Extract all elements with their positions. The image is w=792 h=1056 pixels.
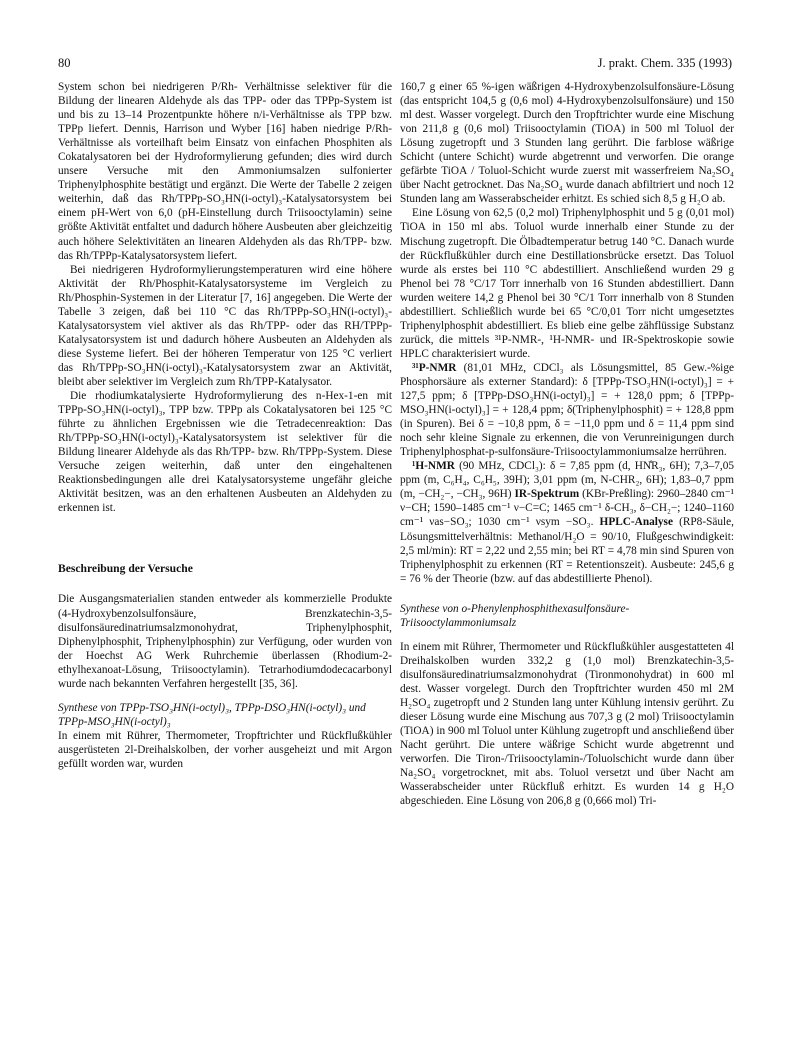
right-column — [400, 80, 734, 808]
h-nmr-paragraph — [400, 459, 734, 585]
p-nmr-text: (81,01 MHz, CDCl₃ als Lösungsmittel, 85 Gew.-%ige Phosphorsäure als externer Standard): δ [TPPp-TSO₃HN(i-octyl)₃] = + 127,5 ppm; δ [TPPp-DSO₃HN(i-octyl)₃] = + 128,0 ppm; δ [TPPp-MSO₃HN(i-octyl)₃] = + 128,4 ppm; δ(Triphenylphosphit) = + 128,8 ppm (in Spuren). Bei δ = −10,8 ppm, δ = −11,0 ppm und δ = 11,4 ppm sind noch sehr kleine Signale zu erkennen, die von Verunreinigungen durch Triphenylphosphat-p-sulfonsäure-Triisooctylammoniumsalze herrühren. — [400, 361, 734, 459]
body-paragraph: In einem mit Rührer, Thermometer und Rückflußkühler ausgestatteten 4l Dreihalskolben wurden 332,2 g (1,0 mol) Brenzkatechin-3,5-disulfonsäuredinatriumsalzmonohydrat (Tironmonohydrat) in 600 ml dest. Wasser vorgelegt. Durch den Tropftrichter wurden 450 ml 2M H₂SO₄ zugetropft und 2 Stunden lang unter Kühlung intensiv gerührt. Zu dieser Lösung wurde eine Mischung aus 707,3 g (2 mol) Triisooctylamin (TiOA) in 900 ml Toluol unter Kühlung zugetropft und anschließend über Nacht gerührt. Die untere wäßrige Schicht wurde abgetrennt und verworfen. Die Tiron-/Triisooctylamin-/Toluolschicht wurde dann über Na₂SO₄ vorgetrocknet, mit abs. Toluol versetzt und über Nacht am Wasserabscheider unter Rückfluß erhitzt. Es wurden 14 g H₂O abgeschieden. Eine Lösung von 206,8 g (0,666 mol) Tri- — [400, 640, 734, 808]
subsection-heading: Synthese von TPPp-TSO₃HN(i-octyl)₃, TPPp-DSO₃HN(i-octyl)₃ und TPPp-MSO₃HN(i-octyl)₃ — [58, 701, 366, 728]
running-head: J. prakt. Chem. 335 (1993) — [597, 56, 732, 70]
p-nmr-paragraph — [400, 361, 734, 459]
h-nmr-label: ¹H-NMR — [412, 460, 455, 473]
hplc-label: HPLC-Analyse — [599, 516, 673, 529]
p-nmr-label: ³¹P-NMR — [412, 361, 457, 374]
hplc-text: (RP8-Säule, Lösungsmittelverhältnis: Methanol/H₂O = 90/10, Flußgeschwindigkeit: 2,5 ml/min): RT = 2,22 und 2,55 min; bei RT = 4,78 min sind Spuren von Triphenylphosphit zu erkennen (RT = Retentionszeit). Ausbeute: 245,6 g = 76 % der Theorie (bzw. auf das abdestillierte Phenol). — [400, 516, 734, 585]
page-number: 80 — [58, 56, 71, 70]
ir-text: (KBr-Preßling): 2960–2840 cm⁻¹ ν−CH; 1590–1485 cm⁻¹ ν−C=C; 1465 cm⁻¹ δ-CH₃, δ−CH₂−; 1240–1160 cm⁻¹ νas−SO₃; 1030 cm⁻¹ νsym −SO₃. — [400, 488, 734, 529]
left-column — [58, 80, 392, 771]
subsection-heading: Synthese von o-Phenylenphosphithexasulfonsäure-Triisooctylammoniumsalz — [400, 602, 630, 629]
body-paragraph: System schon bei niedrigeren P/Rh- Verhältnisse selektiver für die Bildung der linearen Aldehyde als das TPP- oder das TPPp-System ist und bis zu 13–14 Prozentpunkte höhere n/i-Verhältnisse als TPP bzw. TPPp liefert. Dennis, Harrison und Wyber [16] haben niedrige P/Rh-Verhältnisse als vorteilhaft beim Einsatz von einfachen Phosphiten als Cokatalysatoren bei der Hydroformylierung gefunden; dies wird durch unsere Versuche mit den Ammoniumsalzen sulfonierter Triphenylphosphite bestätigt und ergänzt. Die Werte der Tabelle 2 zeigen weiterhin, daß das Rh/TPPp-SO₃HN(i-octyl)₃-Katalysatorsystem bei einem pH-Wert von 6,0 (pH-Einstellung durch Triisooctylamin) seine größte Aktivität entfaltet und dadurch höhere Ausbeuten aber gleichzeitig auch höhere Selektivitäten an linearen Aldehyden als das Rh/TPP- bzw. das Rh/TPPp-Katalysatorsystem liefert. — [58, 81, 392, 262]
h-nmr-text: (90 MHz, CDCl₃): δ = 7,85 ppm (d, HN̊R₃, 6H); 7,3–7,05 ppm (m, C₆H₄, C₆H₅, 39H); 3,01 ppm (m, N-CHR₂, 6H); 1,83–0,7 ppm (m, −CH₂−, −CH₃, 96H) — [400, 460, 734, 501]
body-paragraph: Bei niedrigeren Hydroformylierungstemperaturen wird eine höhere Aktivität der Rh/Phosphit-Katalysatorsysteme im Vergleich zu Rh/Phosphin-Systemen in der Literatur [7, 16] angegeben. Die Werte der Tabelle 3 zeigen, daß bei 110 °C das Rh/TPPp-SO₃HN(i-octyl)₃-Katalysatorsystem viel aktiver als das Rh/TPP- oder das RH/TPPp-Katalysatorsystem ist und dadurch höhere Ausbeuten an Aldehyden als diese Systeme liefert. Bei der höheren Temperatur von 125 °C verliert das Rh/TPPp-SO₃HN(i-octyl)₃-Katalysatorsystem zwar an Aktivität, bleibt aber selektiver im Vergleich zum Rh/TPP-Katalysator. — [58, 263, 392, 388]
body-paragraph: Die rhodiumkatalysierte Hydroformylierung des n-Hex-1-en mit TPPp-SO₃HN(i-octyl)₃, TPP bzw. TPPp als Cokatalysatoren bei 125 °C führte zu ähnlichen Ergebnissen wie die Tetradecenreaktion: Das Rh/TPPp-SO₃HN(i-octyl)₃-Katalysatorsystem ist selektiver für die Bildung linearer Aldehyde als das Rh/TPP- bzw. Rh/TPPp-System. Diese Versuche zeigen weiterhin, daß unter den eingehaltenen Reaktionsbedingungen alle drei Katalysatorsysteme ungefähr gleiche Aktivität besitzen, was an den erhaltenen Ausbeuten an Aldehyden zu erkennen ist. — [58, 390, 392, 515]
section-heading: Beschreibung der Versuche — [58, 562, 193, 576]
ir-label: IR-Spektrum — [514, 488, 580, 501]
body-paragraph: In einem mit Rührer, Thermometer, Tropftrichter und Rückflußkühler ausgerüsteten 2l-Dreihalskolben, der vorher ausgeheizt und mit Argon gefüllt worden war, wurden — [58, 729, 392, 770]
body-paragraph: 160,7 g einer 65 %-igen wäßrigen 4-Hydroxybenzolsulfonsäure-Lösung (das entspricht 104,5 g (0,6 mol) 4-Hydroxybenzolsulfonsäure) und 150 ml dest. Wasser vorgelegt. Durch den Tropftrichter wurde eine Mischung von 211,8 g (0,6 mol) Triisooctylamin (TiOA) in 500 ml Toluol der Lösung zugetropft und 3 Stunden lang gerührt. Die farblose wäßrige Schicht (untere Schicht) wurde abgetrennt und verworfen. Die orange gefärbte TiOA / Toluol-Schicht wurde zuerst mit wasserfreiem Na₂SO₄ über Nacht getrocknet. Das Na₂SO₄ wurde danach abfiltriert und noch 12 Stunden lang am Wasserabscheider erhitzt. Es schied sich 8,5 g H₂O ab. — [400, 81, 734, 206]
body-paragraph: Die Ausgangsmaterialien standen entweder als kommerzielle Produkte (4-Hydroxybenzolsulfonsäure, Brenzkatechin-3,5-disulfonsäuredinatriumsalzmonohydrat, Triphenylphosphit, Diphenylphosphit, Triphenylphosphin) zur Verfügung, oder wurden von der Hoechst AG Werk Ruhrchemie überlassen (Rhodium-2-ethylhexanoat-Lösung, Triisooctylamin). Tetrarhodiumdodecacarbonyl wurde nach bekannten Verfahren hergestellt [35, 36]. — [58, 593, 392, 690]
body-paragraph: Eine Lösung von 62,5 (0,2 mol) Triphenylphosphit und 5 g (0,01 mol) TiOA in 150 ml abs. Toluol wurde innerhalb einer Stunde zu der Mischung zugetropft. Die Ölbadtemperatur betrug 140 °C. Danach wurde der Rückflußkühler durch eine Destillationsbrücke ersetzt. Das Toluol wurde als erstes bei 110 °C abdestilliert. Anschließend wurden 29 g Phenol bei 78 °C/17 Torr innerhalb von 16 Stunden abdestilliert. Dann wurden weitere 14,2 g Phenol bei 30 °C/1 Torr innerhalb von 8 Stunden abdestilliert. Schließlich wurde bei 65 °C/0,01 Torr nicht umgesetztes Triphenylphosphit abdestilliert. Es blieb eine gelbe zähflüssige Substanz zurück, die mittels ³¹P-NMR-, ¹H-NMR- und IR-Spektroskopie sowie HPLC charakterisiert wurde. — [400, 207, 734, 360]
